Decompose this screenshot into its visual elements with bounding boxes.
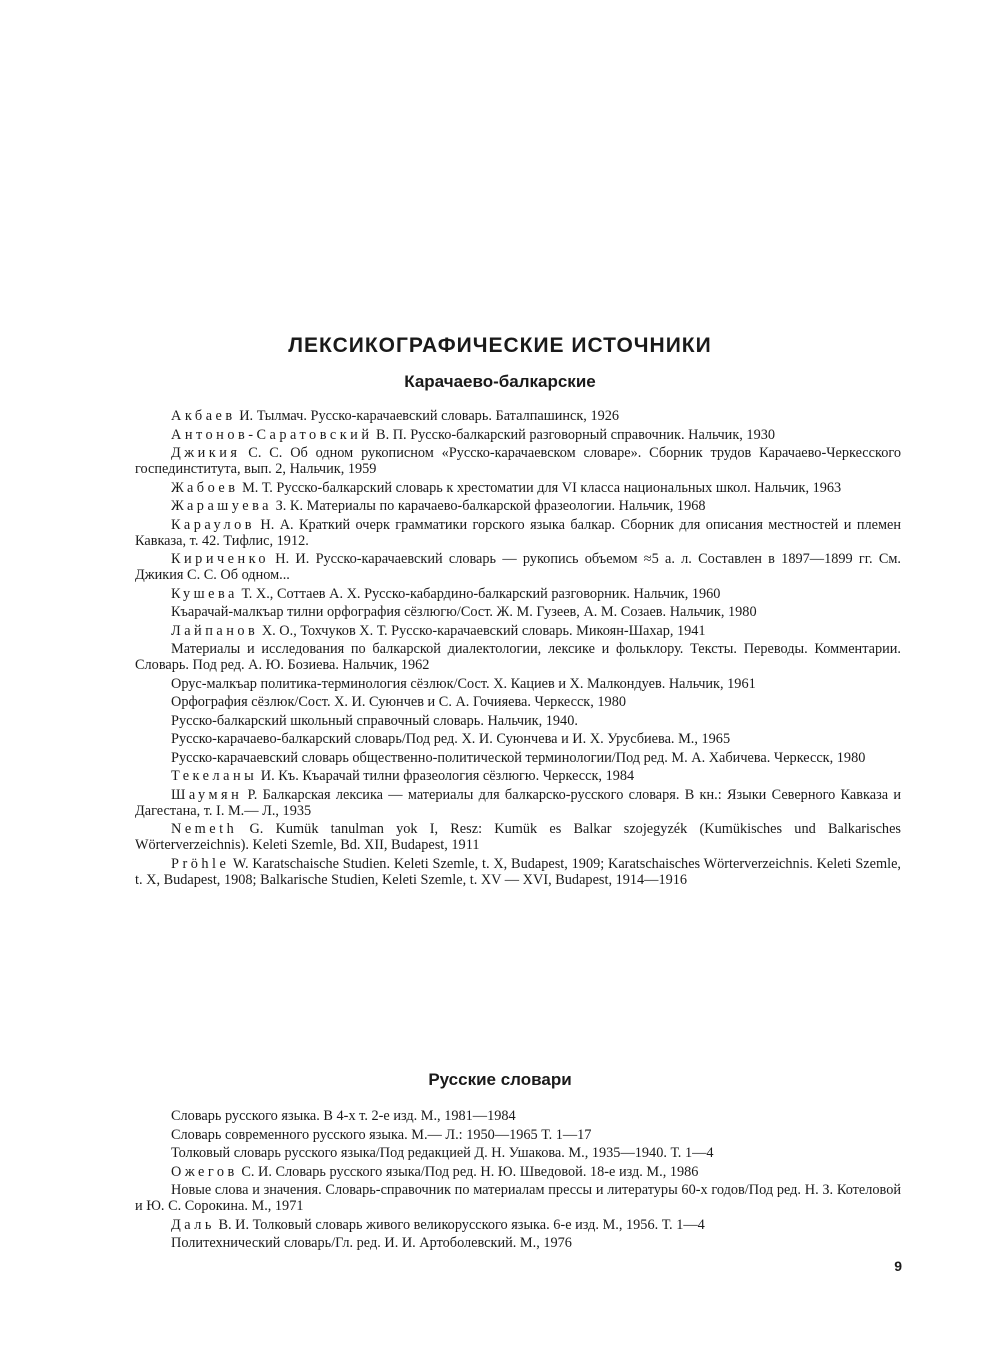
entry-author: Караулов: [171, 516, 256, 533]
bibliography-entry: [135, 498, 901, 514]
bibliography-entry: [135, 676, 901, 692]
bibliography-entry: [135, 713, 901, 729]
entry-text: Х. О., Тохчуков Х. Т. Русско-карачаевский словарь. Микоян-Шахар, 1941: [258, 622, 706, 639]
bibliography-entry: [135, 821, 901, 853]
section-title-karachay-balkar: Карачаево-балкарские: [404, 372, 596, 391]
entry-author: Жабоев: [171, 479, 239, 496]
bibliography-entry: [135, 427, 901, 443]
entry-text: Н. И. Русско-карачаевский словарь — рукопись объемом ≈5 а. л. Составлен в 1897—1899 гг. См. Джикия С. С. Об одном...: [135, 551, 901, 583]
entry-text: Политехнический словарь/Гл. ред. И. И. Артоболевский. М., 1976: [171, 1235, 572, 1251]
entry-author: Кушева: [171, 585, 238, 602]
entry-text: Т. Х., Соттаев А. Х. Русско-кабардино-балкарский разговорник. Нальчик, 1960: [237, 585, 721, 602]
entry-text: Русско-карачаево-балкарский словарь/Под ред. Х. И. Суюнчева и И. Х. Урусбиева. М., 1965: [171, 731, 731, 747]
entry-text: С. И. Словарь русского языка/Под ред. Н. Ю. Шведовой. 18-е изд. М., 1986: [237, 1163, 699, 1180]
entry-text: З. К. Материалы по карачаево-балкарской фразеологии. Нальчик, 1968: [272, 498, 706, 514]
entry-text: Русско-карачаевский словарь общественно-политической терминологии/Под ред. М. А. Хабичева. Черкесск, 1980: [171, 749, 866, 766]
bibliography-entry: [135, 1164, 901, 1180]
entry-text: Толковый словарь русского языка/Под редакцией Д. Н. Ушакова. М., 1935—1940. Т. 1—4: [171, 1145, 714, 1161]
bibliography-entry: [135, 408, 901, 424]
bibliography-entry: [135, 445, 901, 477]
bibliography-entry: [135, 551, 901, 583]
page-number: 9: [894, 1258, 902, 1274]
entry-author: Антонов-Саратовский: [171, 426, 373, 443]
entry-author: Nemeth: [171, 821, 238, 837]
entry-author: Кириченко: [171, 551, 270, 567]
entry-text: Материалы и исследования по балкарской диалектологии, лексике и фольклору. Тексты. Переводы. Комментарии. Словарь. Под ред. А. Ю. Бозиева. Нальчик, 1962: [135, 641, 901, 673]
entry-text: В. П. Русско-балкарский разговорный справочник. Нальчик, 1930: [372, 426, 776, 443]
entry-text: G. Kumük tanulman yok I, Resz: Kumük es Balkar szojegyzék (Kumükisches und Balkarisches Wörterverzeichnis). Keleti Szemle, Bd. XII, Budapest, 1911: [135, 821, 901, 853]
entry-text: В. И. Толковый словарь живого великорусского языка. 6-е изд. М., 1956. Т. 1—4: [214, 1216, 705, 1233]
entry-text: И. Къ. Къарачай тилни фразеология сёзлюгю. Черкесск, 1984: [257, 768, 635, 784]
entry-author: Лайпанов: [171, 622, 259, 639]
section-title-russian: Русские словари: [428, 1070, 572, 1089]
bibliography-entry: [135, 1217, 901, 1233]
entry-text: Словарь русского языка. В 4-х т. 2-е изд. М., 1981—1984: [171, 1108, 516, 1124]
bibliography-entry: [135, 586, 901, 602]
bibliography-list-karachay-balkar: [135, 408, 901, 890]
bibliography-entry: [135, 1235, 901, 1251]
entry-text: W. Karatschaische Studien. Keleti Szemle, t. X, Budapest, 1909; Karatschaisches Wörterverzeichnis. Keleti Szemle, t. X, Budapest, 1908; Balkarische Studien, Keleti Szemle, t. XV — XVI, Budapest, 1914—1916: [135, 855, 901, 888]
page-heading: ЛЕКСИКОГРАФИЧЕСКИЕ ИСТОЧНИКИ: [288, 334, 712, 357]
entry-author: Текеланы: [171, 768, 258, 784]
entry-text: И. Тылмач. Русско-карачаевский словарь. Баталпашинск, 1926: [235, 408, 620, 424]
entry-text: Н. А. Краткий очерк грамматики горского языка балкар. Сборник для описания местностей и племен Кавказа, т. 42. Тифлис, 1912.: [135, 516, 901, 549]
bibliography-list-russian: [135, 1108, 901, 1254]
entry-text: М. Т. Русско-балкарский словарь к хрестоматии для VI класса национальных школ. Нальчик, 1963: [238, 479, 842, 496]
entry-author: Жарашуева: [171, 498, 273, 514]
bibliography-entry: [135, 731, 901, 747]
bibliography-entry: [135, 480, 901, 496]
bibliography-entry: [135, 750, 901, 766]
bibliography-entry: [135, 1108, 901, 1124]
entry-author: Джикия: [171, 445, 241, 461]
entry-author: Ожегов: [171, 1163, 238, 1180]
bibliography-entry: [135, 1145, 901, 1161]
entry-text: Новые слова и значения. Словарь-справочник по материалам прессы и литературы 60-х годов/Под ред. Н. З. Котеловой и Ю. С. Сорокина. М., 1971: [135, 1182, 901, 1214]
bibliography-entry: [135, 856, 901, 888]
bibliography-entry: [135, 623, 901, 639]
bibliography-entry: [135, 694, 901, 710]
entry-author: Шаумян: [171, 786, 243, 803]
entry-author: Даль: [171, 1216, 215, 1233]
entry-author: Акбаев: [171, 408, 236, 424]
entry-text: Къарачай-малкъар тилни орфография сёзлюгю/Сост. Ж. М. Гузеев, А. М. Созаев. Нальчик, 1980: [171, 604, 757, 620]
entry-text: С. С. Об одном рукописном «Русско-карачаевском словаре». Сборник трудов Карачаево-Черкесского госпединститута, вып. 2, Нальчик, 1959: [135, 445, 901, 477]
entry-text: Орфография сёзлюк/Сост. Х. И. Суюнчев и С. А. Гочияева. Черкесск, 1980: [171, 694, 627, 710]
entry-text: Орус-малкъар политика-терминология сёзлюк/Сост. Х. Кациев и Х. Малкондуев. Нальчик, 1961: [171, 675, 756, 692]
bibliography-entry: [135, 768, 901, 784]
bibliography-entry: [135, 1182, 901, 1214]
bibliography-entry: [135, 604, 901, 620]
entry-text: Русско-балкарский школьный справочный словарь. Нальчик, 1940.: [171, 712, 578, 729]
bibliography-entry: [135, 787, 901, 819]
bibliography-entry: [135, 517, 901, 549]
bibliography-entry: [135, 1127, 901, 1143]
entry-text: Словарь современного русского языка. М.— Л.: 1950—1965 Т. 1—17: [171, 1126, 592, 1143]
bibliography-entry: [135, 641, 901, 673]
entry-author: Pröhle: [171, 855, 230, 872]
entry-text: Р. Балкарская лексика — материалы для балкарско-русского словаря. В кн.: Языки Северного Кавказа и Дагестана, т. I. М.— Л., 1935: [135, 786, 901, 819]
